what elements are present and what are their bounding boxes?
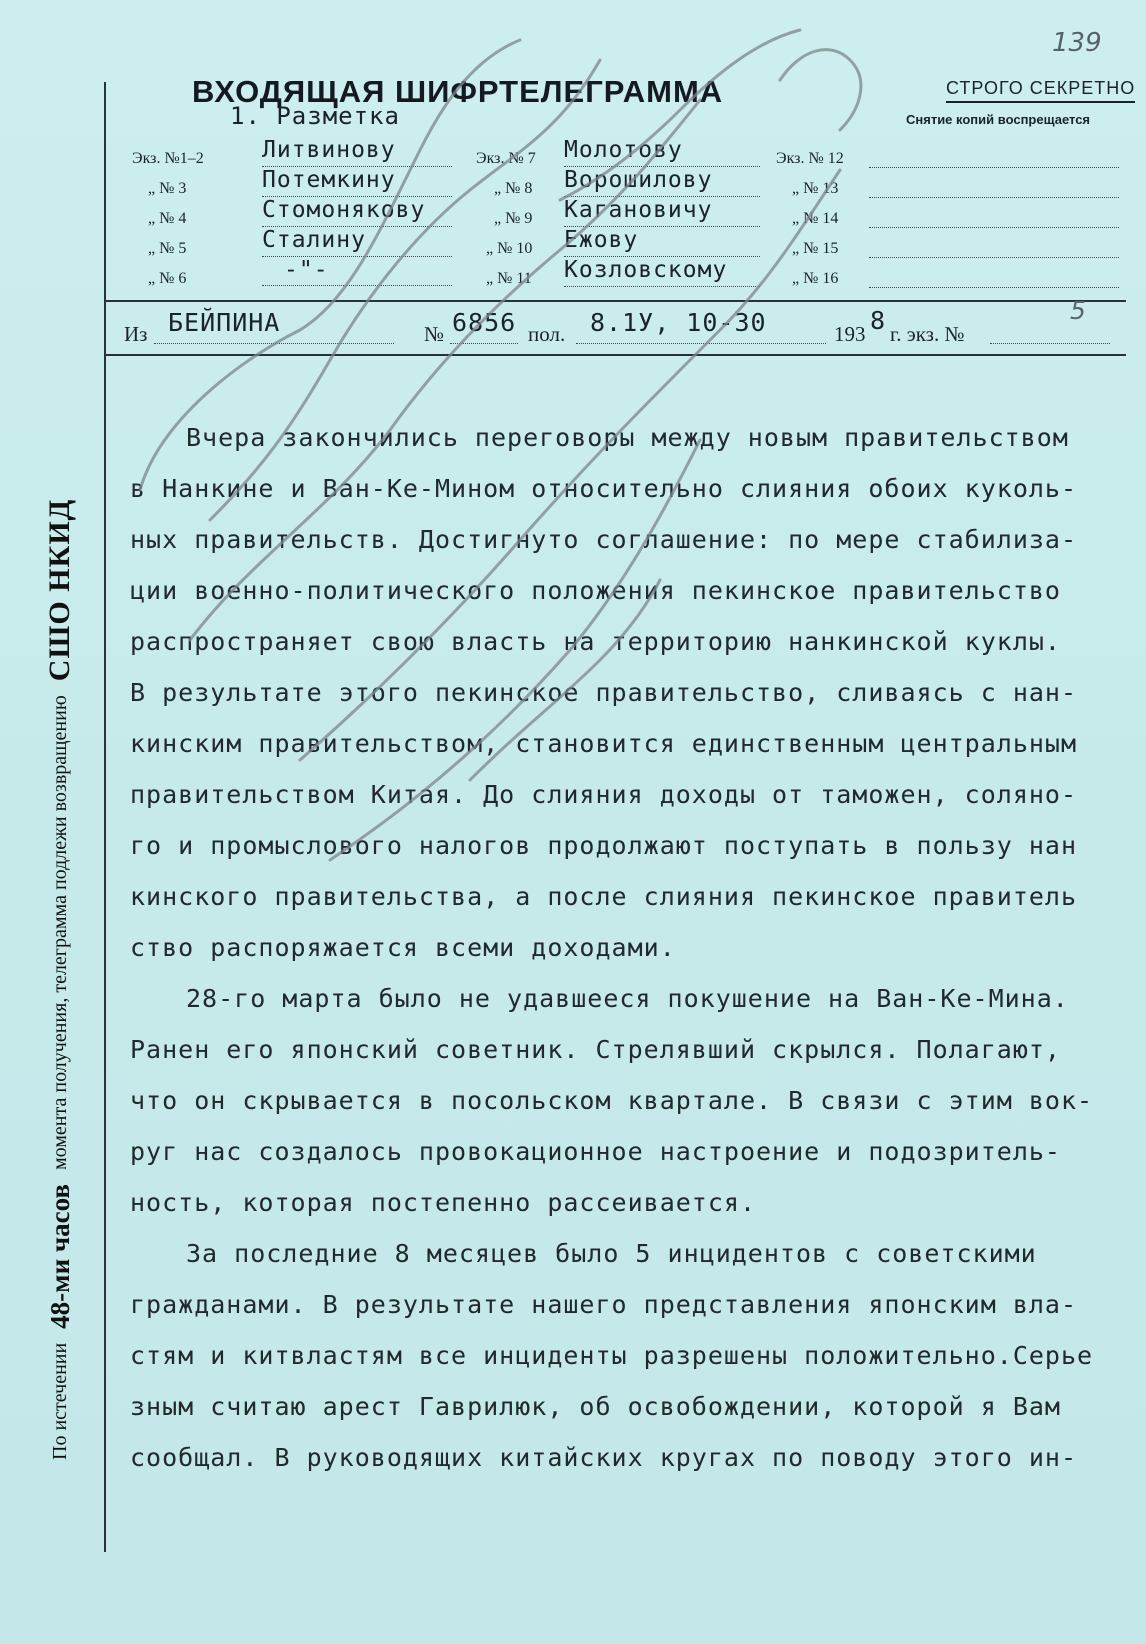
- origin-line: [154, 342, 394, 344]
- body-line: ных правительств. Достигнуто соглашение: по мере стабилиза-: [130, 525, 1078, 554]
- copy-label: „ № 13: [792, 180, 839, 197]
- recipient-name: Литвинову: [262, 140, 452, 167]
- body-line: го и промыслового налогов продолжают поступать в пользу нан: [130, 831, 1078, 860]
- typed-marker: 1. Разметка: [230, 102, 400, 130]
- received-line: [576, 342, 826, 344]
- body-line: распространяет свою власть на территорию нанкинской куклы.: [130, 627, 1061, 656]
- year-digit: 8: [870, 306, 887, 335]
- body-line: Вчера закончились переговоры между новым правительством: [186, 423, 1069, 452]
- page-number: 139: [1052, 28, 1102, 58]
- copy-label: „ № 11: [486, 270, 532, 287]
- body-line: правительством Китая. До слияния доходы от таможен, соляно-: [130, 780, 1078, 809]
- body-line: ции военно-политического положения пекинское правительство: [130, 576, 1061, 605]
- recipient-name: Кагановичу: [564, 200, 760, 227]
- year-suffix: г. экз. №: [890, 322, 965, 346]
- copy-label: „ № 5: [148, 240, 187, 257]
- body-line: В результате этого пекинское правительство, сливаясь с нан-: [130, 678, 1078, 707]
- side-note-start: По истечении: [48, 1342, 71, 1460]
- recipient-name: Козловскому: [564, 260, 760, 287]
- recipient-name: Потемкину: [262, 170, 452, 197]
- copy-number: 5: [1070, 296, 1087, 325]
- recipient-name: Сталину: [262, 230, 452, 257]
- distribution-list: [124, 137, 1124, 300]
- number-label: №: [424, 322, 445, 346]
- recipient-blank: [869, 256, 1119, 258]
- distribution-row: [124, 137, 1124, 170]
- side-note: [40, 60, 80, 1460]
- body-line: кинского правительства, а после слияния пекинское правитель: [130, 882, 1078, 911]
- number-line: [450, 342, 518, 344]
- copy-number-line: [990, 342, 1110, 344]
- recipient-name: Ежову: [564, 230, 760, 257]
- from-label: Из: [124, 322, 148, 346]
- body-line: кинским правительством, становится единственным центральным: [130, 729, 1078, 758]
- side-note-rest: момента получения, телеграмма подлежи возвращению: [48, 695, 71, 1170]
- recipient-name: -"-: [262, 260, 452, 286]
- recipient-blank: [869, 286, 1119, 288]
- recipient-name: Стомонякову: [262, 200, 452, 227]
- copy-notice: Снятие копий воспрещается: [906, 112, 1091, 127]
- copy-label: „ № 6: [148, 270, 187, 287]
- copy-label: Экз. № 7: [476, 150, 536, 167]
- body-line: зным считаю арест Гаврилюк, об освобождении, которой я Вам: [130, 1392, 1061, 1421]
- classification-stamp: СТРОГО СЕКРЕТНО: [946, 78, 1135, 103]
- copy-label: „ № 14: [792, 210, 839, 227]
- body-line: Ранен его японский советник. Стрелявший скрылся. Полагают,: [130, 1035, 1061, 1064]
- copy-label: „ № 10: [486, 240, 533, 257]
- received-time: 8.1У, 10-30: [590, 308, 767, 337]
- distribution-row: [124, 257, 1124, 290]
- copy-label: „ № 8: [494, 180, 533, 197]
- year-label: 193: [834, 322, 866, 346]
- origin-row: [124, 296, 1124, 348]
- side-note-hours: 48-ми часов: [44, 1184, 75, 1329]
- distribution-row: [124, 227, 1124, 260]
- received-label: пол.: [528, 322, 566, 346]
- distribution-row: [124, 197, 1124, 230]
- recipient-blank: [869, 196, 1119, 198]
- copy-label: „ № 9: [494, 210, 533, 227]
- margin-rule: [104, 82, 106, 1552]
- telegram-body: [130, 412, 1094, 1483]
- body-line: ность, которая постепенно рассеивается.: [130, 1188, 756, 1217]
- body-line: руг нас создалось провокационное настроение и подозритель-: [130, 1137, 1061, 1166]
- body-line: гражданами. В результате нашего представления японским вла-: [130, 1290, 1078, 1319]
- recipient-blank: [869, 166, 1119, 168]
- header-divider-bottom: [106, 354, 1126, 356]
- body-line: сообщал. В руководящих китайских кругах по поводу этого ин-: [130, 1443, 1078, 1472]
- body-line: За последние 8 месяцев было 5 инцидентов с советскими: [186, 1239, 1037, 1268]
- recipient-blank: [869, 226, 1119, 228]
- copy-label: Экз. № 12: [776, 150, 844, 167]
- copy-label: „ № 15: [792, 240, 839, 257]
- header-divider-top: [106, 300, 1126, 302]
- copy-label: „ № 4: [148, 210, 187, 227]
- copy-label: „ № 3: [148, 180, 187, 197]
- copy-label: „ № 16: [792, 270, 839, 287]
- distribution-row: [124, 167, 1124, 200]
- origin-city: БЕЙПИНА: [168, 308, 281, 337]
- body-line: в Нанкине и Ван-Ке-Мином относительно слияния обоих куколь-: [130, 474, 1078, 503]
- body-line: стям и китвластям все инциденты разрешены положительно.Серье: [130, 1341, 1094, 1370]
- body-line: что он скрывается в посольском квартале. В связи с этим вок-: [130, 1086, 1094, 1115]
- body-line: ство распоряжается всеми доходами.: [130, 933, 676, 962]
- recipient-name: Ворошилову: [564, 170, 760, 197]
- recipient-name: Молотову: [564, 140, 760, 167]
- copy-label: Экз. №1–2: [132, 150, 204, 167]
- form-title: ВХОДЯЩАЯ ШИФРТЕЛЕГРАММА: [192, 74, 724, 109]
- telegram-number: 6856: [452, 308, 517, 337]
- side-note-org: СШО НКИД: [43, 498, 76, 682]
- body-line: 28-го марта было не удавшееся покушение на Ван-Ке-Мина.: [186, 984, 1069, 1013]
